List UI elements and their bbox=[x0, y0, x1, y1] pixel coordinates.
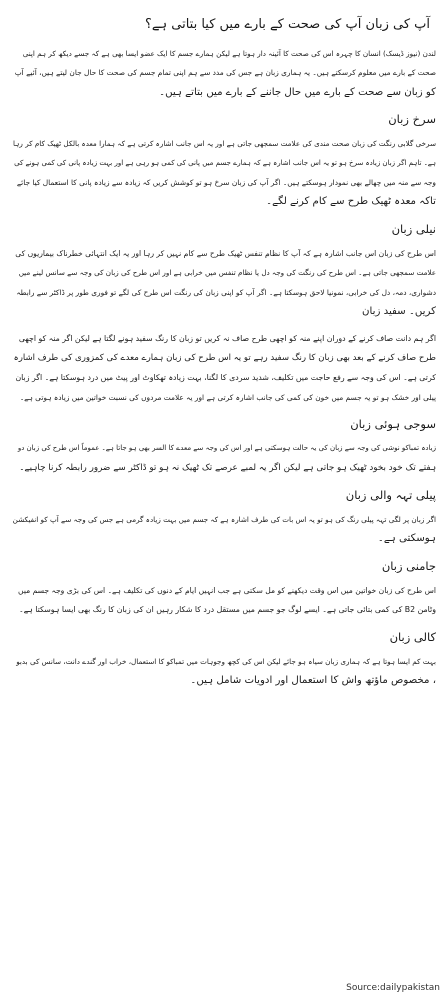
section-heading: سوجی ہوئی زبان bbox=[350, 417, 436, 432]
section-paragraph bbox=[12, 134, 436, 212]
text-line: صحت کے بارے میں معلوم کرسکتے ہیں۔ یہ ہماری زبان ہے جس کی مدد سے ہم اپنی تمام جسم کی صحت کا حال جان لیتے ہیں، آئیے آپ bbox=[14, 68, 436, 78]
text-line: کرتی ہے۔ اس کی وجہ سے رفع حاجت میں تکلیف، شدید سردی کا لگنا، بہت زیادہ تھکاوٹ اور پیٹ میں درد ہوسکتا ہے۔ اگر زبان bbox=[15, 373, 436, 383]
section-purple-tongue bbox=[12, 557, 436, 620]
text-line: تاکہ معدہ ٹھیک طرح سے کام کرنے لگے۔ bbox=[266, 196, 436, 208]
text-line: کریں۔ سفید زبان bbox=[362, 306, 436, 318]
text-line: بہت کم ایسا ہوتا ہے کہ ہماری زبان سیاہ ہو جائے لیکن اس کی کچھ وجوہات میں تمباکو کا استعمال، خراب اور گندے دانت، سانس کی بدبو bbox=[16, 656, 436, 666]
section-swollen-tongue bbox=[12, 415, 436, 478]
section-heading: سرخ زبان bbox=[388, 112, 436, 127]
text-line: علامت سمجھی جاتی ہے۔ اس طرح کی رنگت کی وجہ دل یا نظام تنفس میں خرابی ہے اور اس طرح کی زبان کی وجہ سے سانس لینے میں bbox=[18, 268, 436, 278]
text-line: ، مخصوص ماؤتھ واش کا استعمال اور ادویات شامل ہیں۔ bbox=[190, 674, 436, 686]
section-paragraph bbox=[12, 652, 436, 691]
text-line: دشواری، دمہ، دل کی خرابی، نمونیا لاحق ہوسکتا ہے۔ اگر آپ کو اپنی زبان کی رنگت اس طرح کی لگے تو فوری طور پر ڈاکٹر سے رابطہ bbox=[16, 287, 436, 297]
section-intro bbox=[12, 44, 436, 102]
text-line: طرح صاف کرنے کے بعد بھی زبان کا رنگ سفید رہے تو یہ اس طرح کی زبان ہمارے معدے کی کمزوری کی طرف اشارہ bbox=[13, 352, 436, 363]
text-line: ہوسکتی ہے۔ bbox=[377, 533, 436, 545]
section-yellow-coated-tongue bbox=[12, 486, 436, 549]
section-heading: کالی زبان bbox=[389, 629, 436, 644]
section-blue-tongue bbox=[12, 220, 436, 322]
section-white-tongue bbox=[12, 329, 436, 407]
section-paragraph bbox=[12, 581, 436, 620]
text-line: اس طرح کی زبان اس جانب اشارہ ہے کہ آپ کا نظام تنفس ٹھیک طرح سے کام نہیں کر رہا اور یہ ایک انتہائی خطرناک بیماریوں کی bbox=[15, 248, 436, 258]
section-red-tongue bbox=[12, 110, 436, 212]
intro-paragraph bbox=[12, 44, 436, 102]
text-line: وجہ سے منہ میں چھالے بھی نمودار ہوسکتے ہیں۔ اگر آپ کی زبان سرخ ہو تو کوشش کریں کہ زیادہ سے زیادہ پانی کا استعمال کیا جائے bbox=[16, 178, 436, 188]
text-line: ہے۔ تاہم اگر زبان زیادہ سرخ ہو تو یہ اس جانب اشارہ ہے کہ ہمارے جسم میں پانی کی کمی ہو رہی ہے اور بہت زیادہ پانی کی کمی ہونے کی bbox=[14, 158, 436, 167]
text-line: کو زبان سے صحت کے بارے میں حال جاننے کے بارے میں بتاتے ہیں۔ bbox=[159, 86, 436, 98]
source-credit: Source:dailypakistan bbox=[346, 983, 440, 993]
text-line: لندن (نیوز ڈیسک) انسان کا چہرہ اس کی صحت کا آئینہ دار ہوتا ہے لیکن ہمارے جسم کا ایک عضو ایسا بھی ہے کہ جسے دیکھ کر ہم اپنی bbox=[22, 49, 436, 58]
text-line: سرخی گلابی رنگت کی زبان صحت مندی کی علامت سمجھی جاتی ہے اور یہ اس جانب اشارہ کرتی ہے کہ ہمارا معدہ بالکل ٹھیک کام کر رہا bbox=[13, 139, 436, 149]
section-paragraph bbox=[12, 439, 436, 478]
text-line: اگر ہم دانت صاف کرنے کے دوران اپنے منہ کو اچھی طرح صاف نہ کریں تو زبان کا رنگ سفید ہونے لگتا ہے لیکن اگر منہ کو اچھی bbox=[18, 334, 436, 344]
section-heading: نیلی زبان bbox=[391, 221, 436, 236]
text-line: زیادہ تمباکو نوشی کی وجہ سے زبان کی یہ حالت ہوسکتی ہے اور اس کی وجہ سے معدے کا السر بھی ہو جاتا ہے۔ عموماً اس طرح کی زبان دو bbox=[17, 444, 436, 453]
section-black-tongue bbox=[12, 628, 436, 691]
section-paragraph bbox=[12, 244, 436, 322]
section-heading: جامنی زبان bbox=[381, 558, 436, 573]
text-line: وٹامن B2 کی کمی بتائی جاتی ہے۔ ایسے لوگ جو جسم میں مستقل درد کا شکار رہیں ان کی زبان کا رنگ بھی ایسا ہوسکتا ہے۔ bbox=[19, 605, 436, 615]
text-line: اس طرح کی زبان خواتین میں اس وقت دیکھنے کو مل سکتی ہے جب انہیں ایام کے دنوں کی تکلیف ہے۔ اس کی بڑی وجہ جسم میں bbox=[18, 585, 436, 595]
text-line: پیلی اور خشک ہو تو یہ جسم میں خون کی کمی کی جانب اشارہ کرتی ہے اور یہ علامت مردوں کی نسبت خواتین میں زیادہ ہوتی ہے۔ bbox=[19, 392, 436, 402]
article-title: آپ کی زبان آپ کی صحت کے بارے میں کیا بتاتی ہے؟ bbox=[144, 17, 430, 32]
section-paragraph bbox=[12, 329, 436, 407]
text-line: ہفتے تک خود بخود ٹھیک ہو جاتی ہے لیکن اگر یہ لمبے عرصے تک ٹھیک نہ ہو تو ڈاکٹر سے ضرور رابطہ کرنا چاہیے۔ bbox=[19, 462, 436, 473]
text-line: اگر زبان پر لگی تہہ پیلی رنگ کی ہو تو یہ اس بات کی طرف اشارہ ہے کہ جسم میں بہت زیادہ گرمی ہے جس کی وجہ سے آپ کو انفیکشن bbox=[12, 514, 436, 524]
section-paragraph bbox=[12, 510, 436, 549]
section-heading: پیلی تہہ والی زبان bbox=[345, 487, 436, 502]
